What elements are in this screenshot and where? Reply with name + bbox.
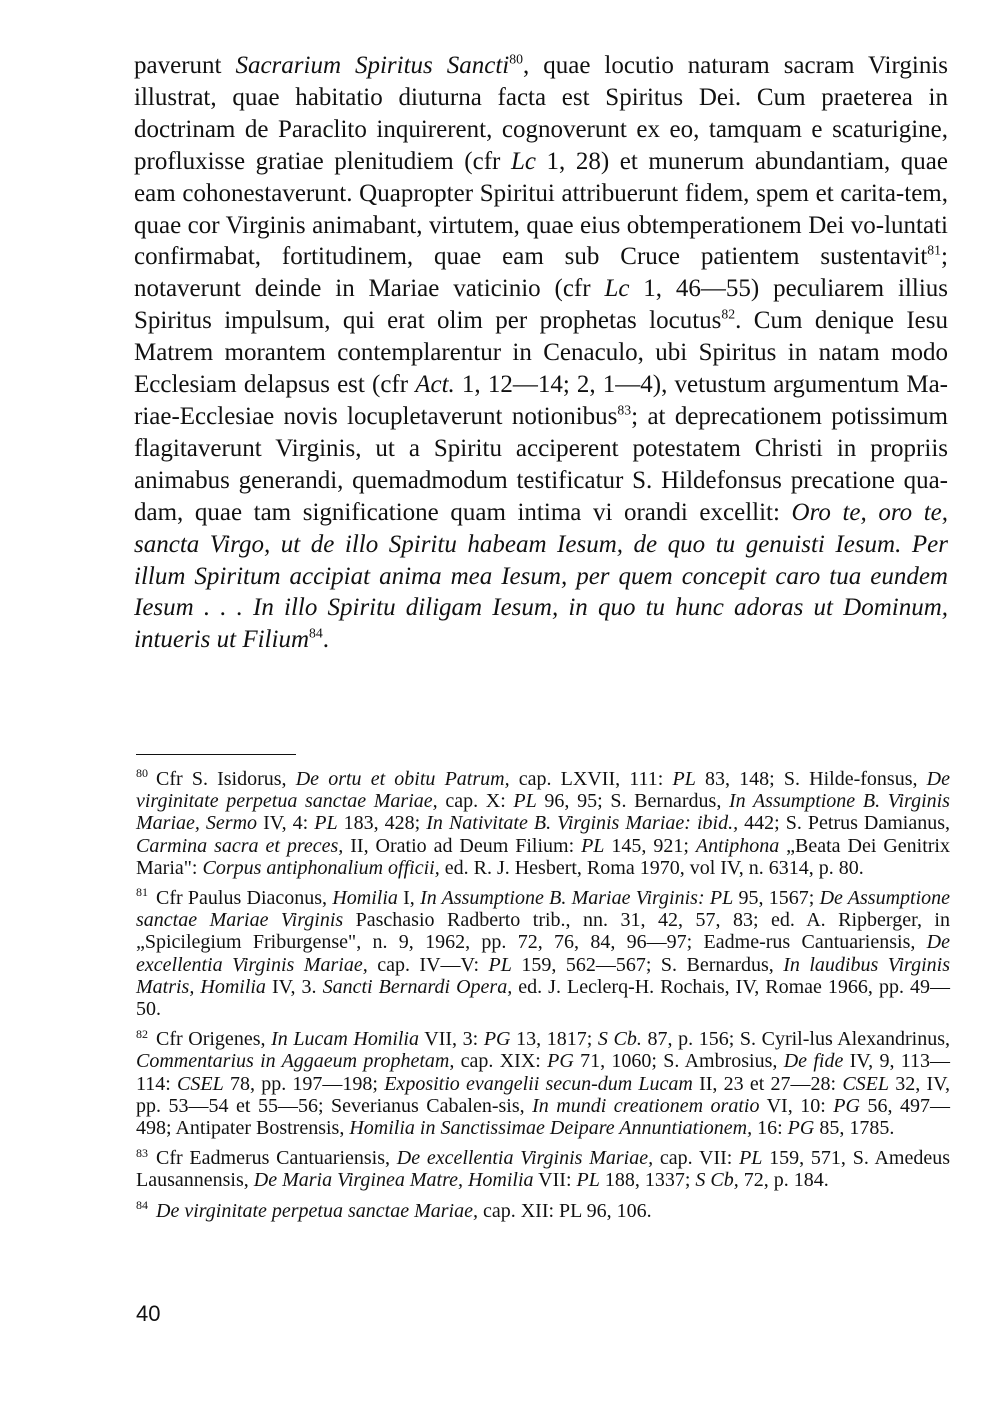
footnote-divider [136, 754, 296, 755]
footnote-80: $^{80}$ Cfr S. Isidorus, De ortu et obitu Patrum, cap. LXVII, 111: PL 83, 148; S. Hilde-fonsus, De virginitate perpetua sanctae Mariae, cap. X: PL 96, 95; S. Bernardus, In Assumptione B. Virginis Mariae, Sermo IV, 4: PL 183, 428; In Nativitate B. Virginis Mariae: ibid., 442; S. Petrus Damianus, Carmina sacra et preces, II, Oratio ad Deum Filium: PL 145, 921; Antiphona „Beata Dei Genitrix Maria": Corpus antiphonalium officii, ed. R. J. Hesbert, Roma 1970, vol IV, n. 6314, p. 80. [136, 766, 950, 879]
footnote-ref-84: 84 [309, 625, 323, 641]
page-number: 40 [136, 1301, 161, 1326]
footnote-83: $^{83}$ Cfr Eadmerus Cantuariensis, De excellentia Virginis Mariae, cap. VII: PL 159, 571, S. Amedeus Lausannensis, De Maria Virginea Matre, Homilia VII: PL 188, 1337; S Cb, 72, p. 184. [136, 1145, 951, 1192]
footnote-82: $^{82}$ Cfr Origenes, In Lucam Homilia VII, 3: PG 13, 1817; S Cb. 87, p. 156; S. Cyril-lus Alexandrinus, Commentarius in Aggaeum prophetam, cap. XIX: PG 71, 1060; S. Ambrosius, De fide IV, 9, 113—114: CSEL 78, pp. 197—198; Expositio evangelii secun-dum Lucam II, 23 et 27—28: CSEL 32, IV, pp. 53—54 et 55—56; Severianus Cabalen-sis, In mundi creationem oratio VI, 10: PG 56, 497—498; Antipater Bostrensis, Homilia in Sanctissimae Deipare Annuntiationem, 16: PG 85, 1785. [136, 1026, 951, 1140]
footnote-ref-83: 83 [617, 402, 632, 418]
footnote-ref-81: 81 [927, 243, 942, 259]
footnote-ref-80: 80 [509, 51, 523, 67]
footnote-84: $^{84}$ De virginitate perpetua sanctae Mariae, cap. XII: PL 96, 106. [136, 1198, 652, 1222]
body-paragraph: paverunt Sacrarium Spiritus Sancti$^{80}$, quae locutio naturam sacram Virginis illustrat, quae habitatio diuturna facta est Spiritus Dei. Cum praeterea in doctrinam de Paraclito inquirerent, cognoverunt ex eo, tamquam e scaturigine, profluxisse gratiae plenitudiem (cfr Lc 1, 28) et munerum abundantiam, quae eam cohonestaverunt. Quapropter Spiritui attribuerunt fidem, spem et carita-tem, quae cor Virginis animabant, virtutem, quae eius obtemperationem Dei vo-luntati confirmabat, fortitudinem, quae eam sub Cruce patientem sustentavit$^{81}$; notaverunt deinde in Mariae vaticinio (cfr Lc 1, 46—55) peculiarem illius Spiritus impulsum, qui erat olim per prophetas locutus$^{82}$. Cum denique Iesu Matrem morantem contemplarentur in Cenaculo, ubi Spiritus in natam modo Ecclesiam delapsus est (cfr Act. 1, 12—14; 2, 1—4), vetustum argumentum Ma-riae-Ecclesiae novis locupletaverunt notionibus$^{83}$; at deprecationem potissimum flagitaverunt Virginis, ut a Spiritu acciperent potestatem Christi in propriis animabus generandi, quemadmodum testificatur S. Hildefonsus precatione qua-dam, quae tam significatione quam intima vi orandi excellit: Oro te, oro te, sancta Virgo, ut de illo Spiritu habeam Iesum, de quo tu genuisti Iesum. Per illum Spiritum accipiat anima mea Iesum, per quem concepit caro tua eundem Iesum . . . In illo Spiritu diligam Iesum, in quo tu hunc adoras ut Dominum, intueris ut Filium$^{84}$. [134, 51, 948, 654]
footnote-81: $^{81}$ Cfr Paulus Diaconus, Homilia I, In Assumptione B. Mariae Virginis: PL 95, 1567; De Assumptione sanctae Mariae Virginis Paschasio Radberto trib., nn. 31, 42, 57, 83; ed. A. Ripberger, in „Spicilegium Friburgense", n. 9, 1962, pp. 72, 76, 84, 96—97; Eadme-rus Cantuariensis, De excellentia Virginis Mariae, cap. IV—V: PL 159, 562—567; S. Bernardus, In laudibus Virginis Matris, Homilia IV, 3. Sancti Bernardi Opera, ed. J. Leclerq-H. Rochais, IV, Romae 1966, pp. 49—50. [136, 885, 951, 1021]
footnotes [136, 768, 950, 1230]
footnote-ref-82: 82 [721, 306, 736, 322]
